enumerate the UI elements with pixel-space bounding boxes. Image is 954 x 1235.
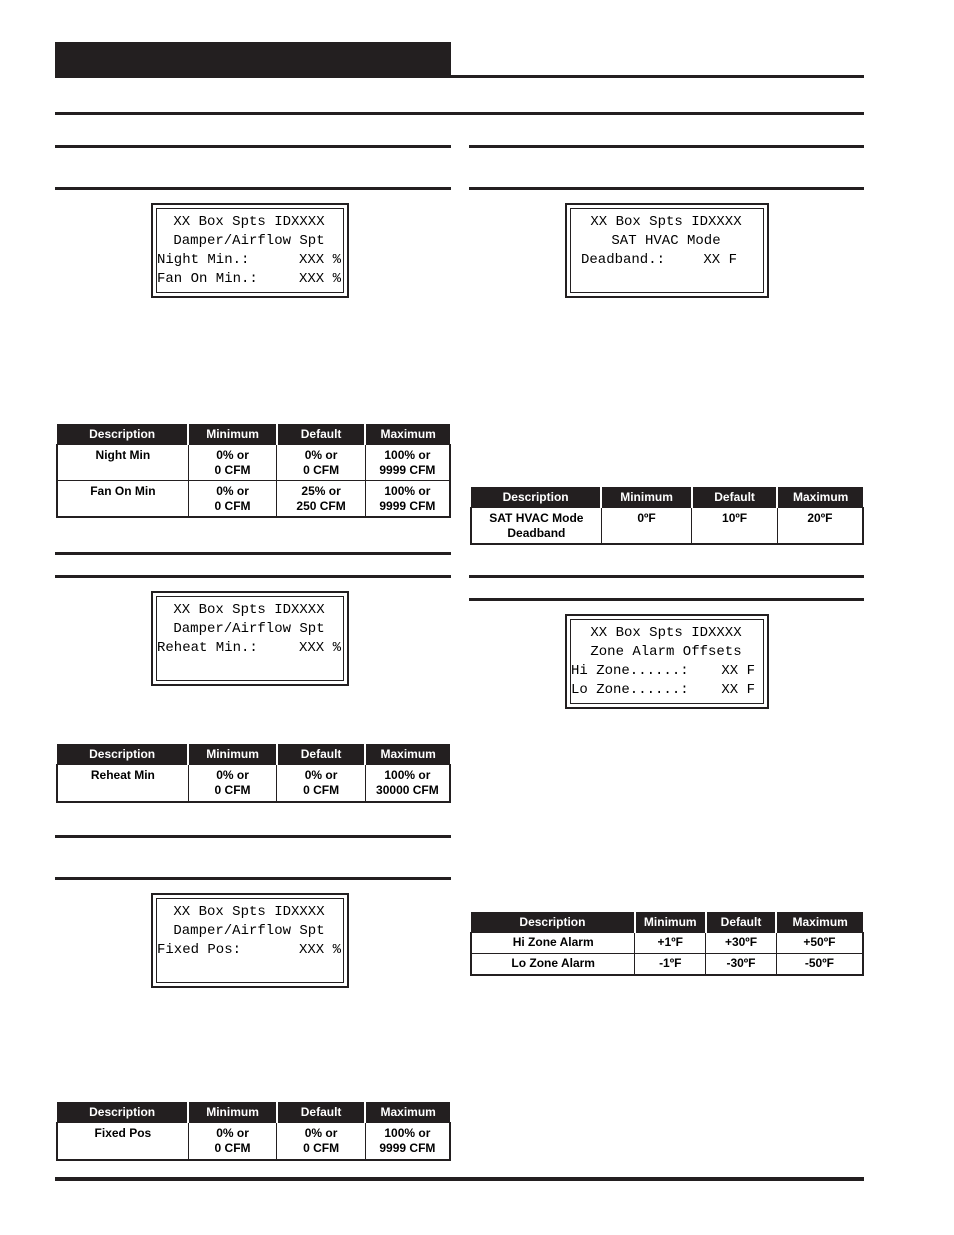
divider — [55, 835, 451, 838]
header-rule — [55, 75, 864, 78]
divider — [55, 575, 451, 578]
table-cell: 0% or 0 CFM — [277, 445, 365, 481]
spec-table-zone-alarm — [470, 912, 864, 976]
col-header: Maximum — [365, 744, 450, 765]
table-cell: 20ºF — [777, 508, 863, 545]
table-cell: 100% or 30000 CFM — [365, 765, 450, 802]
col-header: Minimum — [601, 487, 692, 508]
divider — [55, 187, 451, 190]
table-cell: -1ºF — [635, 954, 706, 975]
lcd-label: Deadband.: — [581, 252, 666, 268]
table-cell: 0% or 0 CFM — [188, 765, 277, 802]
lcd-screen-fixed-pos — [151, 893, 349, 988]
table-cell: -50ºF — [776, 954, 863, 975]
col-header: Minimum — [188, 424, 277, 445]
lcd-value: XXX % — [298, 942, 341, 958]
lcd-screen-zone-alarm — [565, 614, 769, 709]
table-cell: Fan On Min — [57, 481, 188, 518]
col-header: Description — [471, 487, 601, 508]
section-rule — [55, 112, 864, 115]
lcd-label: Fan On Min.: — [157, 271, 258, 287]
divider — [469, 598, 864, 601]
col-header: Maximum — [365, 1102, 450, 1123]
lcd-label: Night Min.: — [157, 252, 250, 268]
table-cell: +30ºF — [706, 933, 777, 954]
table-cell: +1ºF — [635, 933, 706, 954]
table-cell: 0% or 0 CFM — [277, 765, 365, 802]
lcd-screen-sat-hvac — [565, 203, 769, 298]
table-cell: 100% or 9999 CFM — [365, 1123, 450, 1160]
col-header: Default — [277, 424, 365, 445]
lcd-line: XX Box Spts IDXXXX — [590, 625, 742, 641]
footer-rule — [55, 1177, 864, 1181]
col-header: Minimum — [635, 912, 706, 933]
table-cell: 0% or 0 CFM — [188, 445, 277, 481]
lcd-screen-damper-airflow — [151, 203, 349, 298]
lcd-label: Lo Zone......: — [571, 682, 689, 698]
col-header: Default — [277, 744, 365, 765]
spec-table-sat-hvac — [470, 487, 864, 545]
col-header: Description — [471, 912, 635, 933]
lcd-line: Damper/Airflow Spt — [173, 233, 325, 249]
lcd-line: XX Box Spts IDXXXX — [173, 904, 325, 920]
lcd-label: Hi Zone......: — [571, 663, 689, 679]
col-header: Minimum — [188, 1102, 277, 1123]
col-header: Maximum — [777, 487, 863, 508]
table-cell: Fixed Pos — [57, 1123, 188, 1160]
col-header: Description — [57, 424, 188, 445]
lcd-line: XX Box Spts IDXXXX — [173, 214, 325, 230]
lcd-line: Damper/Airflow Spt — [173, 621, 325, 637]
table-cell: -30ºF — [706, 954, 777, 975]
lcd-value: XX F — [721, 663, 755, 679]
col-header: Maximum — [776, 912, 863, 933]
col-header: Minimum — [188, 744, 277, 765]
lcd-line: XX Box Spts IDXXXX — [173, 602, 325, 618]
table-cell: 100% or 9999 CFM — [365, 481, 450, 518]
table-cell: 0ºF — [601, 508, 692, 545]
divider — [469, 187, 864, 190]
header-bar — [55, 42, 451, 78]
table-cell: 10ºF — [692, 508, 777, 545]
lcd-label: Fixed Pos: — [157, 942, 242, 958]
lcd-line: Zone Alarm Offsets — [590, 644, 742, 660]
divider — [55, 552, 451, 555]
lcd-value: XXX % — [298, 640, 341, 656]
lcd-value: XX F — [721, 682, 755, 698]
lcd-value: XXX % — [298, 271, 341, 287]
table-cell: 0% or 0 CFM — [188, 1123, 277, 1160]
lcd-line: SAT HVAC Mode — [611, 233, 721, 249]
lcd-line: Damper/Airflow Spt — [173, 923, 325, 939]
table-cell: 0% or 0 CFM — [188, 481, 277, 518]
spec-table-reheat — [56, 744, 451, 803]
col-header: Description — [57, 1102, 188, 1123]
table-cell: Lo Zone Alarm — [471, 954, 635, 975]
divider — [469, 145, 864, 148]
table-cell: +50ºF — [776, 933, 863, 954]
spec-table-damper-airflow — [56, 424, 451, 518]
lcd-value: XXX % — [298, 252, 341, 268]
table-cell: Hi Zone Alarm — [471, 933, 635, 954]
col-header: Default — [277, 1102, 365, 1123]
table-cell: SAT HVAC Mode Deadband — [471, 508, 601, 545]
col-header: Default — [692, 487, 777, 508]
divider — [469, 575, 864, 578]
col-header: Default — [706, 912, 777, 933]
table-cell: Reheat Min — [57, 765, 188, 802]
table-cell: Night Min — [57, 445, 188, 481]
table-cell: 0% or 0 CFM — [277, 1123, 365, 1160]
col-header: Maximum — [365, 424, 450, 445]
lcd-screen-reheat — [151, 591, 349, 686]
lcd-value: XX F — [703, 252, 737, 268]
table-cell: 100% or 9999 CFM — [365, 445, 450, 481]
divider — [55, 877, 451, 880]
table-cell: 25% or 250 CFM — [277, 481, 365, 518]
divider — [55, 145, 451, 148]
lcd-line: XX Box Spts IDXXXX — [590, 214, 742, 230]
lcd-label: Reheat Min.: — [157, 640, 258, 656]
col-header: Description — [57, 744, 188, 765]
spec-table-fixed-pos — [56, 1102, 451, 1161]
